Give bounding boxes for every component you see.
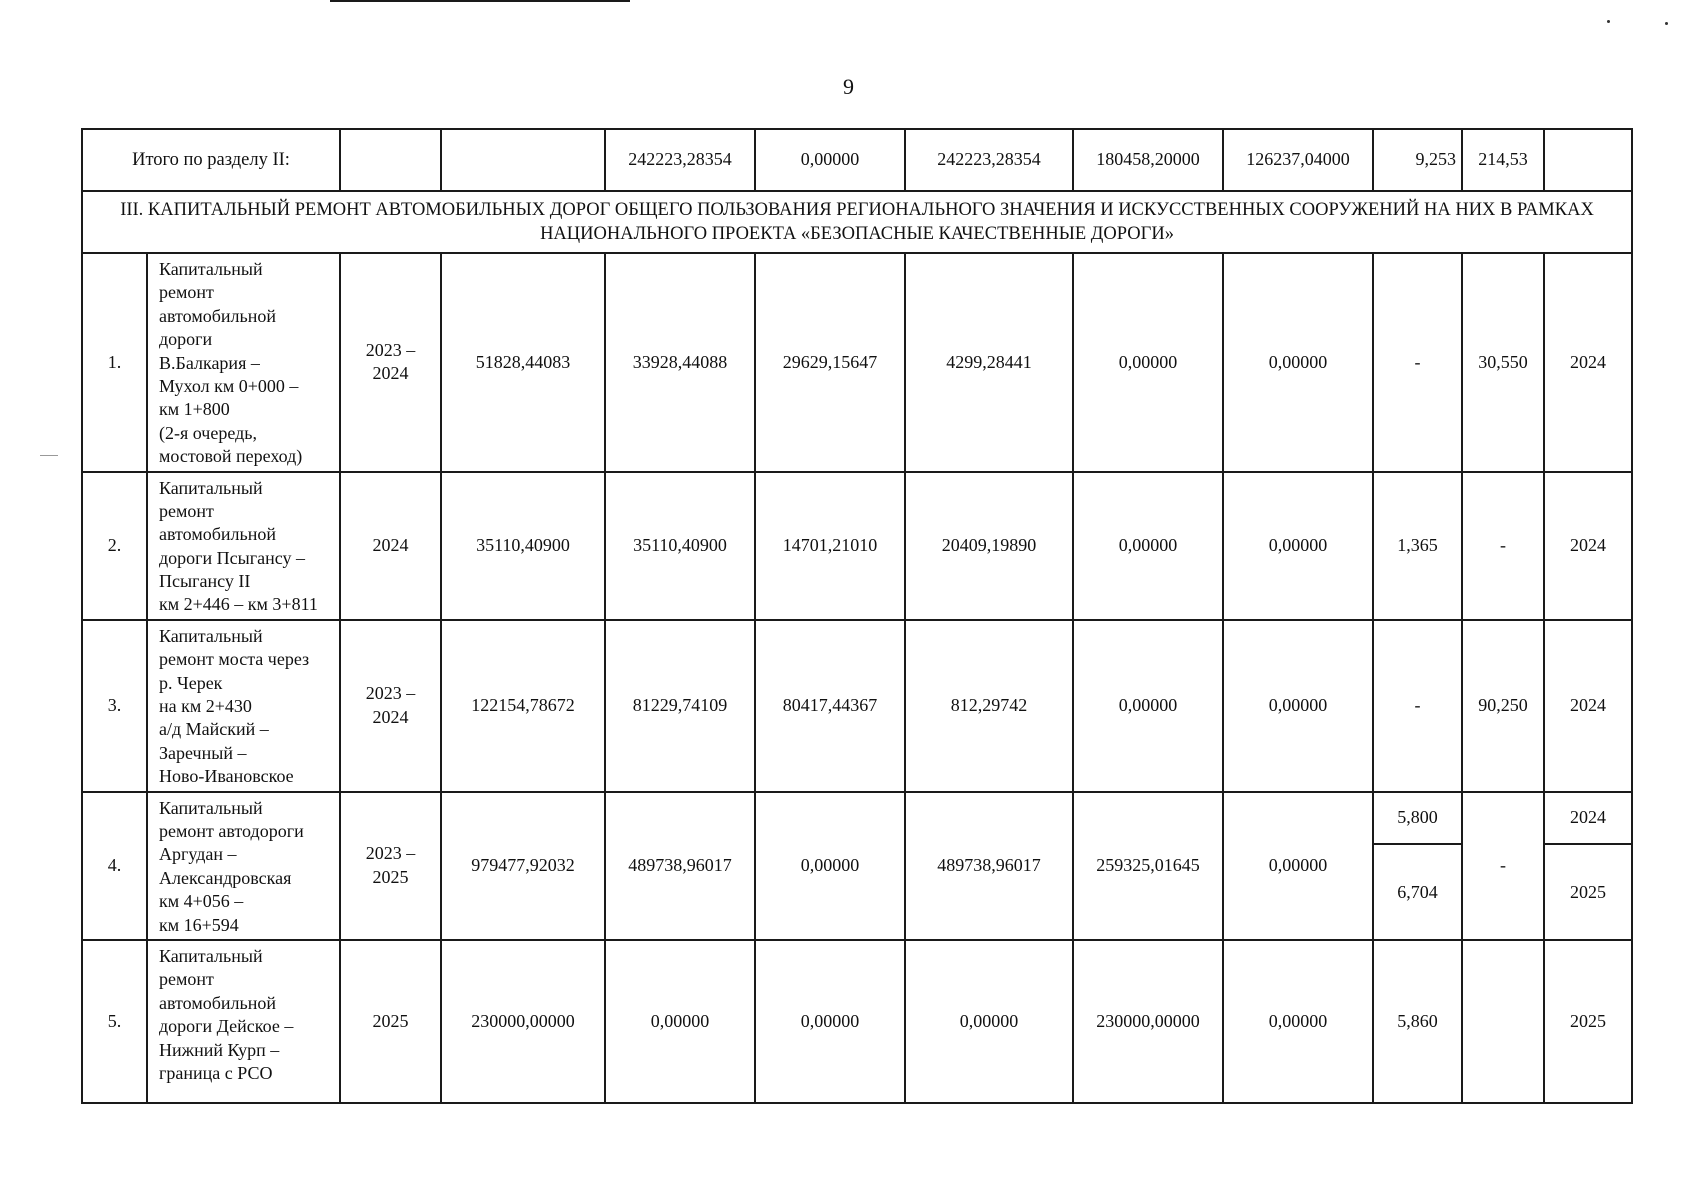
completion-year-cell: 2024	[1544, 620, 1632, 792]
object-name: Капитальный ремонт моста через р. Черек на км 2+430 а/д Майский – Заречный – Ново-Ивановское	[147, 620, 340, 792]
completion-year-cell: 2024	[1544, 253, 1632, 472]
row-number: 2.	[82, 472, 147, 620]
table-row	[82, 472, 1632, 620]
page-number: 9	[843, 74, 854, 99]
length-km-cell: 5,860	[1373, 940, 1462, 1103]
value-cell: 0,00000	[755, 940, 905, 1103]
years-cell: 2023 – 2025	[340, 792, 441, 940]
length-pm-cell: 30,550	[1462, 253, 1544, 472]
total-cell: 0,00000	[755, 129, 905, 191]
value-cell: 0,00000	[1073, 472, 1223, 620]
object-name: Капитальный ремонт автомобильной дороги В.Балкария – Мухол км 0+000 – км 1+800 (2-я очередь, мостовой переход)	[147, 253, 340, 472]
value-cell: 0,00000	[755, 792, 905, 940]
length-km-cell: -	[1373, 620, 1462, 792]
section-total-row	[82, 129, 1632, 191]
length-km-cell: -	[1373, 253, 1462, 472]
value-cell: 81229,74109	[605, 620, 755, 792]
row-number: 1.	[82, 253, 147, 472]
row-number: 3.	[82, 620, 147, 792]
section-title: III. КАПИТАЛЬНЫЙ РЕМОНТ АВТОМОБИЛЬНЫХ ДОРОГ ОБЩЕГО ПОЛЬЗОВАНИЯ РЕГИОНАЛЬНОГО ЗНАЧЕНИЯ И ИСКУССТВЕННЫХ СООРУЖЕНИЙ НА НИХ В РАМКАХ НАЦИОНАЛЬНОГО ПРОЕКТА «БЕЗОПАСНЫЕ КАЧЕСТВЕННЫЕ ДОРОГИ»	[82, 191, 1632, 253]
completion-year-cell: 2025	[1544, 844, 1632, 939]
value-cell: 0,00000	[1073, 620, 1223, 792]
length-pm-cell: -	[1462, 792, 1544, 940]
total-cell: 9,253	[1373, 129, 1462, 191]
total-cost-cell: 122154,78672	[441, 620, 605, 792]
years-cell: 2025	[340, 940, 441, 1103]
length-pm-cell: -	[1462, 472, 1544, 620]
total-cell	[1544, 129, 1632, 191]
total-cost-cell: 979477,92032	[441, 792, 605, 940]
value-cell: 0,00000	[1223, 940, 1373, 1103]
length-km-cell: 6,704	[1373, 844, 1462, 939]
table-row	[82, 253, 1632, 472]
value-cell: 0,00000	[1073, 253, 1223, 472]
years-cell: 2023 – 2024	[340, 620, 441, 792]
value-cell: 33928,44088	[605, 253, 755, 472]
value-cell: 259325,01645	[1073, 792, 1223, 940]
object-name: Капитальный ремонт автодороги Аргудан – Александровская км 4+056 – км 16+594	[147, 792, 340, 940]
value-cell: 0,00000	[1223, 620, 1373, 792]
years-cell: 2024	[340, 472, 441, 620]
value-cell: 489738,96017	[605, 792, 755, 940]
value-cell: 0,00000	[605, 940, 755, 1103]
value-cell: 0,00000	[1223, 253, 1373, 472]
total-cell: 126237,04000	[1223, 129, 1373, 191]
value-cell: 4299,28441	[905, 253, 1073, 472]
row-number: 5.	[82, 940, 147, 1103]
value-cell: 0,00000	[1223, 472, 1373, 620]
value-cell: 0,00000	[905, 940, 1073, 1103]
scan-dot	[1607, 20, 1610, 23]
length-km-cell: 1,365	[1373, 472, 1462, 620]
total-cost-cell: 35110,40900	[441, 472, 605, 620]
years-cell: 2023 – 2024	[340, 253, 441, 472]
value-cell: 80417,44367	[755, 620, 905, 792]
total-label: Итого по разделу II:	[82, 129, 340, 191]
completion-year-cell: 2024	[1544, 792, 1632, 845]
value-cell: 14701,21010	[755, 472, 905, 620]
completion-year-cell: 2024	[1544, 472, 1632, 620]
table-row	[82, 940, 1632, 1103]
value-cell: 489738,96017	[905, 792, 1073, 940]
total-cell	[441, 129, 605, 191]
completion-year-cell: 2025	[1544, 940, 1632, 1103]
table-row	[82, 792, 1632, 845]
total-cell: 214,53	[1462, 129, 1544, 191]
value-cell: 20409,19890	[905, 472, 1073, 620]
object-name: Капитальный ремонт автомобильной дороги Дейское – Нижний Курп – граница с РСО	[147, 940, 340, 1103]
value-cell: 812,29742	[905, 620, 1073, 792]
object-name: Капитальный ремонт автомобильной дороги Псыгансу – Псыгансу II км 2+446 – км 3+811	[147, 472, 340, 620]
total-cell	[340, 129, 441, 191]
length-pm-cell: 90,250	[1462, 620, 1544, 792]
row-number: 4.	[82, 792, 147, 940]
value-cell: 230000,00000	[1073, 940, 1223, 1103]
scan-dot	[1665, 22, 1668, 25]
total-cost-cell: 51828,44083	[441, 253, 605, 472]
total-cell: 180458,20000	[1073, 129, 1223, 191]
value-cell: 29629,15647	[755, 253, 905, 472]
total-cell: 242223,28354	[605, 129, 755, 191]
length-km-cell: 5,800	[1373, 792, 1462, 845]
road-repair-table	[81, 128, 1633, 1104]
value-cell: 0,00000	[1223, 792, 1373, 940]
margin-mark	[40, 455, 58, 456]
total-cost-cell: 230000,00000	[441, 940, 605, 1103]
total-cell: 242223,28354	[905, 129, 1073, 191]
length-pm-cell	[1462, 940, 1544, 1103]
value-cell: 35110,40900	[605, 472, 755, 620]
top-scan-mark	[330, 0, 630, 2]
table-row	[82, 620, 1632, 792]
section-header-row	[82, 191, 1632, 253]
